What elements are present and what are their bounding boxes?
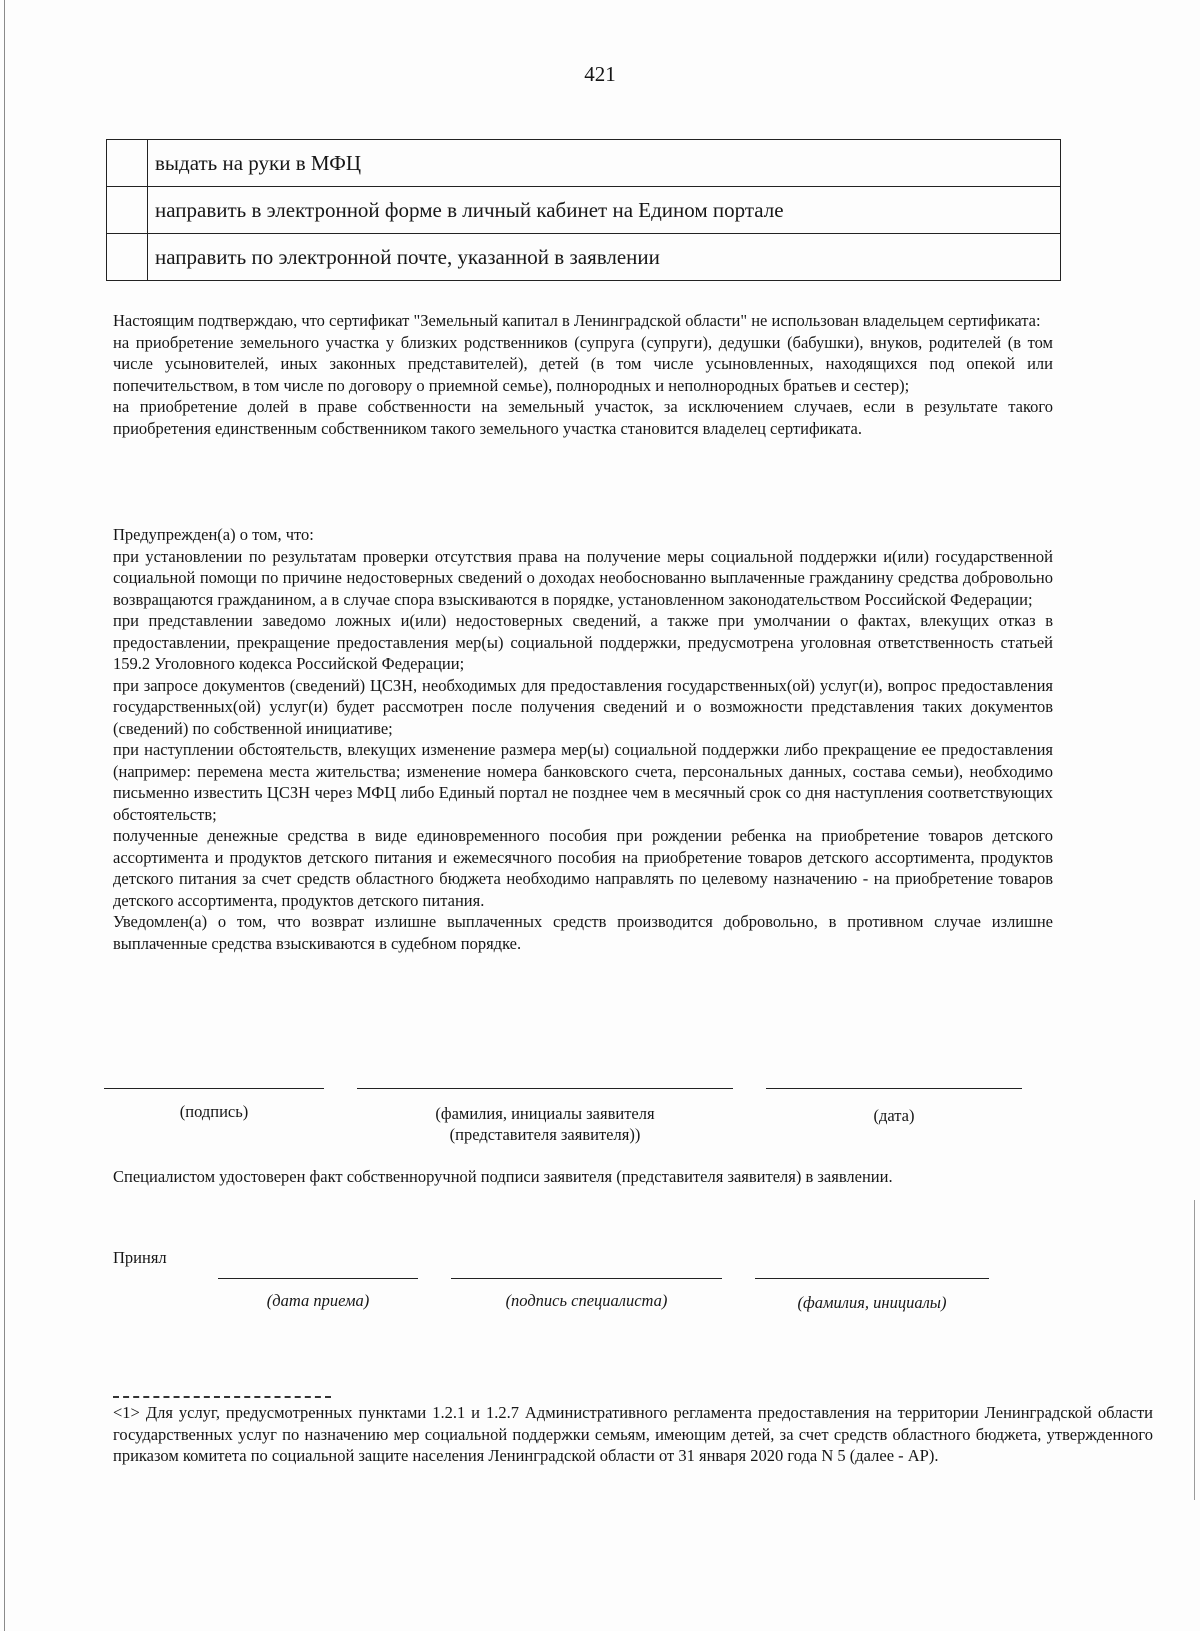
delivery-option-row [107,140,1061,187]
applicant-name-label [357,1103,733,1145]
delivery-option-label: направить в электронной форме в личный кабинет на Едином портале [148,187,1061,234]
page-number: 421 [584,62,616,86]
scan-edge [4,0,5,1631]
applicant-name-line[interactable] [357,1088,733,1089]
date-label: (дата) [873,1106,915,1125]
confirmation-block [113,310,1053,439]
warning-item: при установлении по результатам проверки отсутствия права на получение меры социальной поддержки и(или) государственной социальной помощи по причине недостоверных сведений о доходах необоснованно выплаченные гражданину средства добровольно возвращаются гражданином, а в случае спора взыскиваются в порядке, установленном законодательством Российской Федерации; [113,546,1053,609]
applicant-name-label-line: (фамилия, инициалы заявителя [435,1104,655,1123]
footnote: <1> Для услуг, предусмотренных пунктами 1.2.1 и 1.2.7 Административного регламента предоставления на территории Ленинградской области государственных услуг по назначению мер социальной поддержки семьям, имеющим детей, за счет средств областного бюджета, утвержденного приказом комитета по социальной защите населения Ленинградской области от 31 января 2020 года N 5 (далее - АР). [113,1403,1153,1465]
footnote-separator [113,1396,331,1398]
delivery-options-table [106,139,1061,281]
confirmation-item: на приобретение долей в праве собственности на земельный участок, за исключением случаев, если в результате такого приобретения единственным собственником такого земельного участка становится владелец сертификата. [113,397,1053,438]
signature-label: (подпись) [179,1102,249,1121]
specialist-name-label: (фамилия, инициалы) [797,1293,947,1312]
delivery-option-label: выдать на руки в МФЦ [148,140,1061,187]
date-line[interactable] [766,1088,1022,1089]
delivery-option-checkbox[interactable] [107,140,148,187]
confirmation-item: на приобретение земельного участка у близких родственников (супруга (супруги), дедушки (бабушки), внуков, родителей (в том числе усыновителей, иных законных представителей), детей (в том числе усыновленных, находящихся под опекой или попечительством, в том числе по договору о приемной семье), полнородных и неполнородных братьев и сестер); [113,332,1053,395]
signature-line[interactable] [104,1088,324,1089]
specialist-signature-label: (подпись специалиста) [505,1291,668,1310]
delivery-option-label: направить по электронной почте, указанной в заявлении [148,234,1061,281]
refund-notice: Уведомлен(а) о том, что возврат излишне выплаченных средств производится добровольно, в противном случае излишне выплаченные средства взыскиваются в судебном порядке. [113,912,1053,953]
delivery-option-row [107,187,1061,234]
acceptance-date-label: (дата приема) [266,1291,370,1310]
warning-item: при представлении заведомо ложных и(или) недостоверных сведений, а также при умолчании о фактах, влекущих отказ в предоставлении, прекращение предоставления мер(ы) социальной поддержки, предусмотрена уголовная ответственность статьей 159.2 Уголовного кодекса Российской Федерации; [113,611,1053,673]
warnings-block [113,524,1053,954]
specialist-note: Специалистом удостоверен факт собственноручной подписи заявителя (представителя заявителя) в заявлении. [113,1167,893,1186]
warning-item: при запросе документов (сведений) ЦСЗН, необходимых для предоставления государственных(ой) услуг(и), вопрос предоставления государственных(ой) услуг(и) будет рассмотрен после получения сведений и о возможности представления таких документов (сведений) по собственной инициативе; [113,675,1053,738]
confirmation-intro: Настоящим подтверждаю, что сертификат "Земельный капитал в Ленинградской области" не использован владельцем сертификата: [113,311,1041,330]
warning-item: полученные денежные средства в виде единовременного пособия при рождении ребенка на приобретение товаров детского ассортимента и продуктов детского питания и ежемесячного пособия на приобретение товаров детского ассортимента, продуктов детского питания за счет средств областного бюджета необходимо направлять по целевому назначению - на приобретение товаров детского ассортимента, продуктов детского питания. [113,826,1053,910]
scan-edge [1194,1200,1195,1500]
accepted-label: Принял [113,1248,167,1267]
delivery-option-checkbox[interactable] [107,234,148,281]
specialist-signature-line[interactable] [451,1278,722,1279]
delivery-option-checkbox[interactable] [107,187,148,234]
delivery-option-row [107,234,1061,281]
specialist-name-line[interactable] [755,1278,989,1279]
warning-item: при наступлении обстоятельств, влекущих изменение размера мер(ы) социальной поддержки либо прекращение ее предоставления (например: перемена места жительства; изменение номера банковского счета, персональных данных, состава семьи), необходимо письменно известить ЦСЗН через МФЦ либо Единый портал не позднее чем в месячный срок со дня наступления соответствующих обстоятельств; [113,740,1053,824]
applicant-name-label-line: (представителя заявителя)) [449,1125,641,1144]
warnings-intro: Предупрежден(а) о том, что: [113,525,314,544]
acceptance-date-line[interactable] [218,1278,418,1279]
